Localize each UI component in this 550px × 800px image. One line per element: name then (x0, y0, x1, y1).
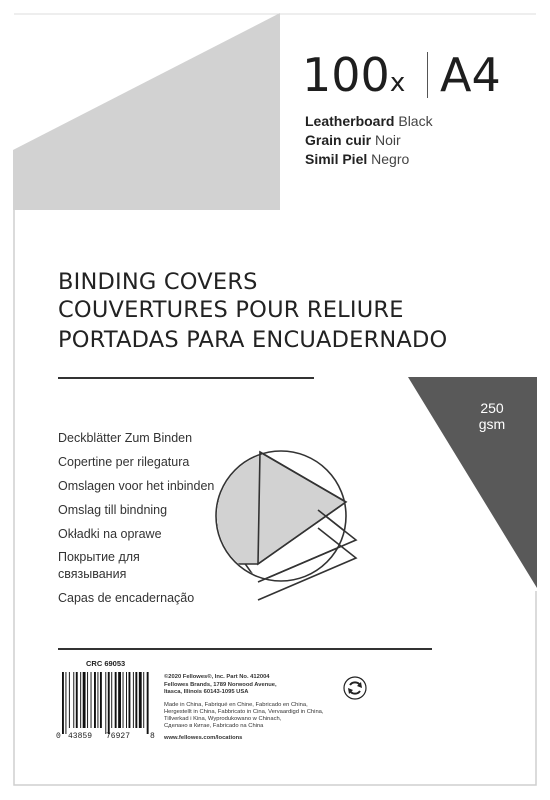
light-gray-corner-shape (13, 13, 280, 210)
barcode-bar (118, 672, 121, 728)
barcode-bar (108, 672, 110, 734)
translation-sv: Omslag till bindning (58, 503, 168, 517)
title-divider (58, 377, 314, 379)
translation-ru-line2: связывания (58, 567, 127, 581)
barcode-bar (87, 672, 88, 728)
weight-value: 250 (480, 400, 504, 416)
made-in-1: Made in China, Fabriqué en Chine, Fabricado en China, (164, 702, 308, 708)
title-fr: COUVERTURES POUR RELIURE (58, 297, 404, 323)
barcode-bar (147, 672, 149, 734)
barcode-bar (115, 672, 117, 728)
recycle-icon (344, 677, 366, 699)
barcode-bar (126, 672, 127, 728)
material-fr: Grain cuir Noir (305, 132, 401, 148)
made-in-2: Hergestellt in China, Fabbricato in Cina, Vervaardigd in China, (164, 709, 324, 715)
title-es: PORTADAS PARA ENCUADERNADO (58, 327, 448, 353)
translation-ru-line1: Покрытие для (58, 550, 140, 564)
copyright-line: ©2020 Fellowes®, Inc. Part No. 412004 (164, 674, 270, 680)
translation-de: Deckblätter Zum Binden (58, 431, 193, 445)
barcode-bar (97, 672, 98, 728)
paper-size: A4 (440, 48, 501, 102)
barcode-bar (143, 672, 144, 728)
weight-badge (462, 400, 522, 432)
quantity: 100x (302, 48, 406, 102)
barcode (62, 672, 149, 734)
barcode-bar (111, 672, 112, 728)
barcode-bar (139, 672, 142, 728)
made-in-3: Tillverkad i Kina, Wyprodukowano w Chinach, (164, 716, 282, 722)
translation-nl: Omslagen voor het inbinden (58, 479, 215, 493)
translation-it: Copertine per rilegatura (58, 455, 190, 469)
barcode-bar (94, 672, 96, 728)
barcode-bar (129, 672, 131, 728)
barcode-bar (69, 672, 70, 728)
crc-code: CRC 69053 (86, 659, 126, 668)
quantity-separator (427, 52, 428, 98)
translation-pt: Capas de encadernação (58, 591, 195, 605)
cover-stack-icon (200, 451, 356, 600)
material-en: Leatherboard Black (305, 113, 433, 129)
material-es: Simil Piel Negro (305, 151, 410, 167)
barcode-bar (80, 672, 81, 728)
barcode-bar (135, 672, 137, 728)
barcode-bar (73, 672, 74, 728)
barcode-bar (133, 672, 134, 728)
address-line-2: Itasca, Illinois 60143-1095 USA (164, 689, 249, 695)
barcode-bar (91, 672, 92, 728)
address-line-1: Fellowes Brands, 1789 Norwood Avenue, (164, 682, 277, 688)
barcode-bar (76, 672, 78, 728)
weight-unit: gsm (478, 416, 506, 432)
title-en: BINDING COVERS (58, 269, 258, 295)
website: www.fellowes.com/locations (164, 735, 243, 741)
barcode-bar (83, 672, 86, 728)
barcode-bar (65, 672, 66, 734)
footer-divider (58, 648, 432, 650)
barcode-bar (123, 672, 124, 728)
barcode-bar (62, 672, 64, 734)
barcode-bar (100, 672, 102, 728)
made-in-4: Сделано в Китае, Fabricado na China (164, 723, 264, 729)
barcode-bar (105, 672, 106, 734)
translation-pl: Okładki na oprawe (58, 527, 162, 541)
